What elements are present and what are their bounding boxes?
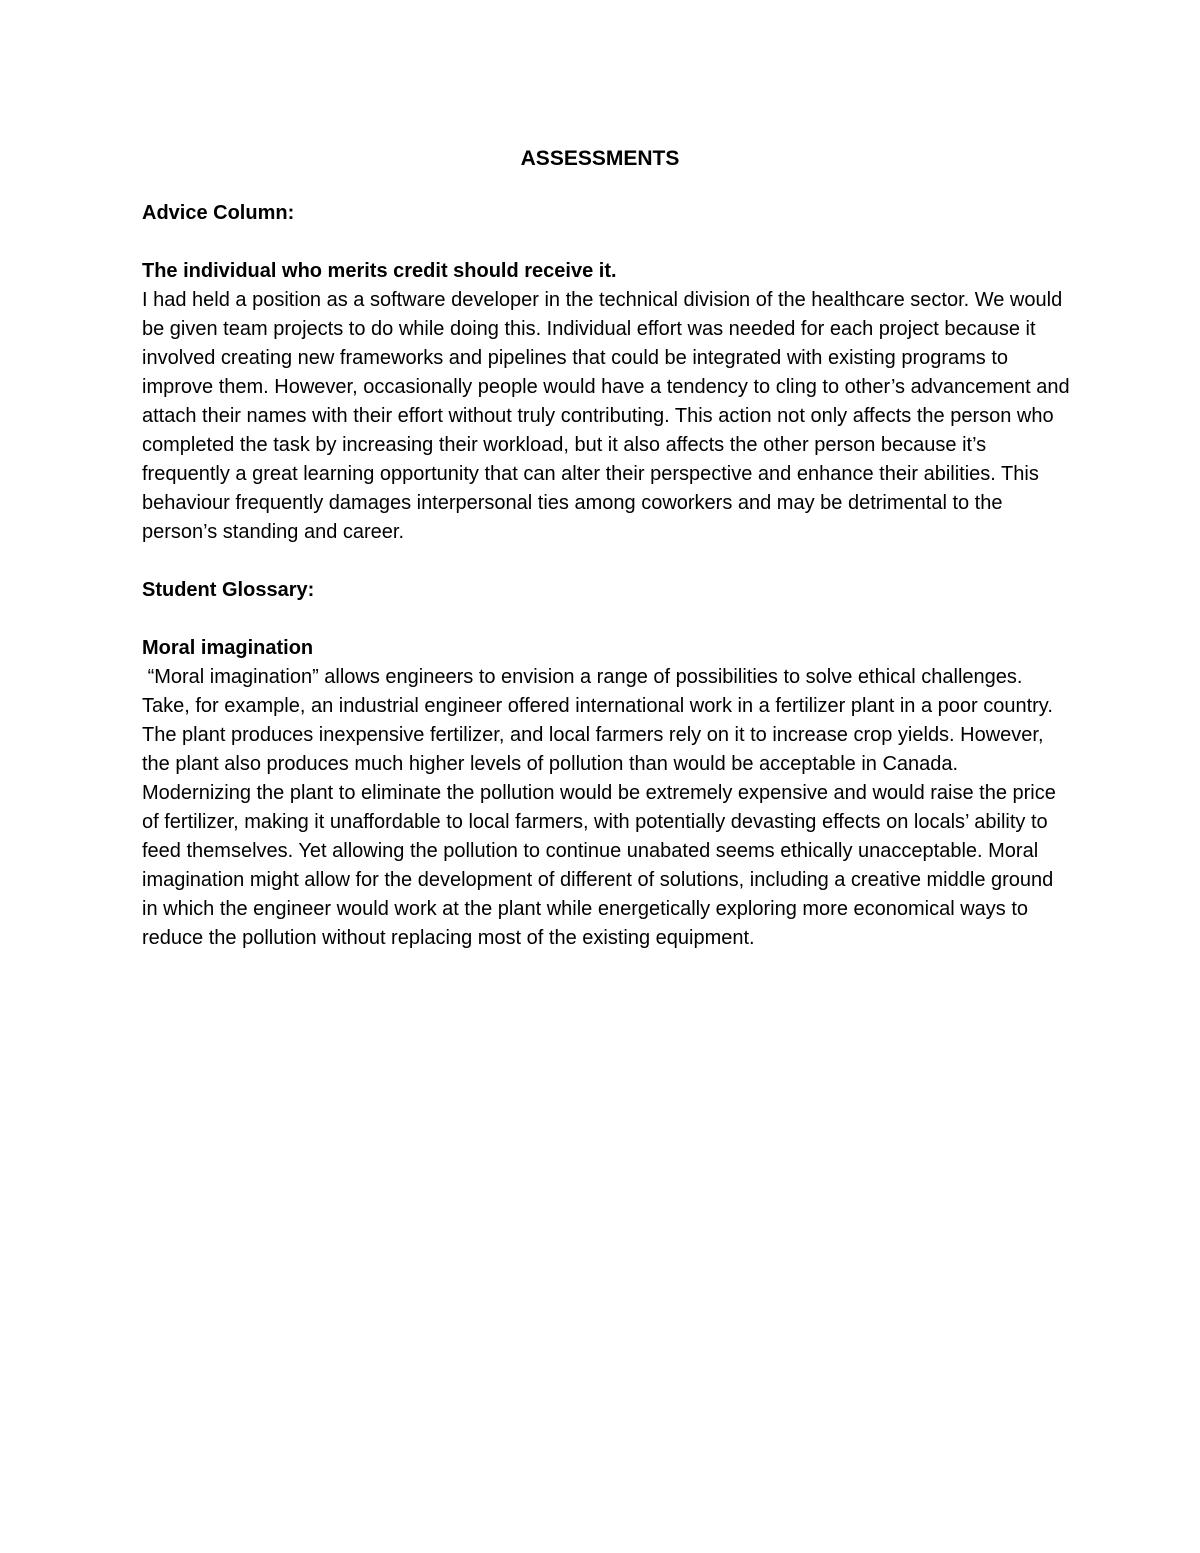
document-body — [142, 199, 1072, 953]
advice-column-paragraph: I had held a position as a software developer in the technical division of the healthcare sector. We would be given team projects to do while doing this. Individual effort was needed for each project because it involved creating new frameworks and pipelines that could be integrated with existing programs to improve them. However, occasionally people would have a tendency to cling to other’s advancement and attach their names with their effort without truly contributing. This action not only affects the person who completed the task by increasing their workload, but it also affects the other person because it’s frequently a great learning opportunity that can alter their perspective and enhance their abilities. This behaviour frequently damages interpersonal ties among coworkers and may be detrimental to the person’s standing and career. — [142, 289, 1070, 543]
glossary-definition: “Moral imagination” allows engineers to envision a range of possibilities to solve ethical challenges. Take, for example, an industrial engineer offered international work in a fertilizer plant in a poor country. The plant produces inexpensive fertilizer, and local farmers rely on it to increase crop yields. However, the plant also produces much higher levels of pollution than would be acceptable in Canada. Modernizing the plant to eliminate the pollution would be extremely expensive and would raise the price of fertilizer, making it unaffordable to local farmers, with potentially devasting effects on locals’ ability to feed themselves. Yet allowing the pollution to continue unabated seems ethically unacceptable. Moral imagination might allow for the development of different of solutions, including a creative middle ground in which the engineer would work at the plant while energetically exploring more economical ways to reduce the pollution without replacing most of the existing equipment. — [142, 666, 1062, 949]
glossary-term: Moral imagination — [142, 637, 314, 659]
student-glossary-heading: Student Glossary: — [142, 579, 315, 601]
spacer — [142, 228, 1072, 257]
advice-column-subheading: The individual who merits credit should receive it. — [142, 260, 617, 282]
spacer — [142, 547, 1072, 576]
page-title: ASSESSMENTS — [520, 147, 680, 170]
spacer — [142, 605, 1072, 634]
advice-column-heading: Advice Column: — [142, 202, 295, 224]
